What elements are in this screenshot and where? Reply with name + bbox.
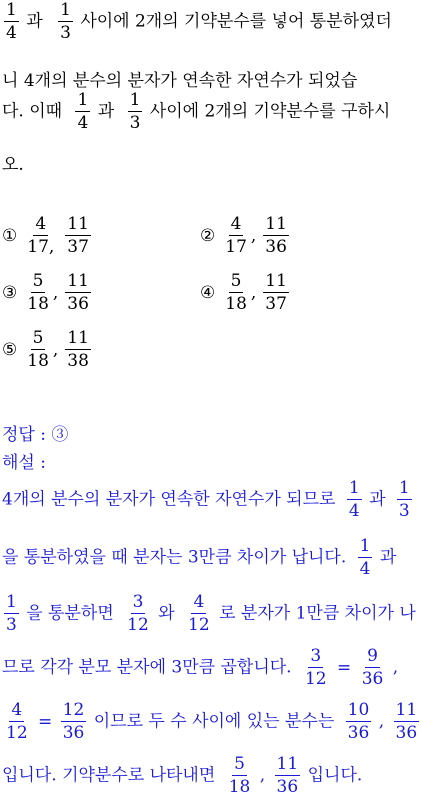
question-line-4: 오. (2, 155, 24, 175)
question-line-3: 다. 이때 $\frac{1}{4}$ 과 $\frac{1}{3}$ 사이에 2개의 기약분수를 구하시 (2, 90, 391, 133)
explanation-line-3: $\frac{1}{3}$ 을 통분하면 $\frac{3}{12}$ 와 $\frac{4}{12}$ 로 분자가 1만큼 차이가 나 (6, 592, 416, 635)
explanation-label: 해설 : (2, 453, 46, 473)
answer-value: ③ (51, 425, 69, 445)
option-3[interactable]: ③ $\frac{5}{18}$ , $\frac{11}{36}$ (2, 271, 89, 314)
option-1[interactable]: ① $\frac{4}{17,}$ $\frac{11}{37}$ (2, 214, 89, 257)
option-5[interactable]: ⑤ $\frac{5}{18}$ , $\frac{11}{38}$ (2, 328, 89, 371)
fraction: $\frac{1}{3}$ (60, 0, 71, 43)
explanation-line-6: 입니다. 기약분수로 나타내면 $\frac{5}{18}$ , $\frac{11}{36}$ 입니다. (2, 754, 363, 797)
answer-line: 정답 : ③ (2, 425, 69, 445)
explanation-line-1: 4개의 분수의 분자가 연속한 자연수가 되므로 $\frac{1}{4}$ 과 $\frac{1}{3}$ (2, 478, 410, 521)
fraction: $\frac{1}{4}$ (6, 0, 17, 43)
question-line-1: $\frac{1}{4}$ 과 $\frac{1}{3}$ 사이에 2개의 기약분수를 넣어 통분하였더 (6, 0, 392, 43)
fraction: $\frac{1}{3}$ (129, 90, 141, 133)
option-4[interactable]: ④ $\frac{5}{18}$ , $\frac{11}{37}$ (200, 271, 287, 314)
explanation-line-5: $\frac{4}{12}$ = $\frac{12}{36}$ 이므로 두 수 사이에 있는 분수는 $\frac{10}{36}$ , $\frac{11}{36}$ (6, 700, 418, 743)
fraction: $\frac{1}{4}$ (77, 90, 89, 133)
question-line-2: 니 4개의 분수의 분자가 연속한 자연수가 되었습 (2, 71, 358, 91)
explanation-line-2: 을 통분하였을 때 분자는 3만큼 차이가 납니다. $\frac{1}{4}$ 과 (2, 536, 397, 579)
option-2[interactable]: ② $\frac{4}{17}$ , $\frac{11}{36}$ (200, 214, 287, 257)
explanation-line-4: 므로 각각 분모 분자에 3만큼 곱합니다. $\frac{3}{12}$ = $\frac{9}{36}$ , (2, 646, 399, 689)
